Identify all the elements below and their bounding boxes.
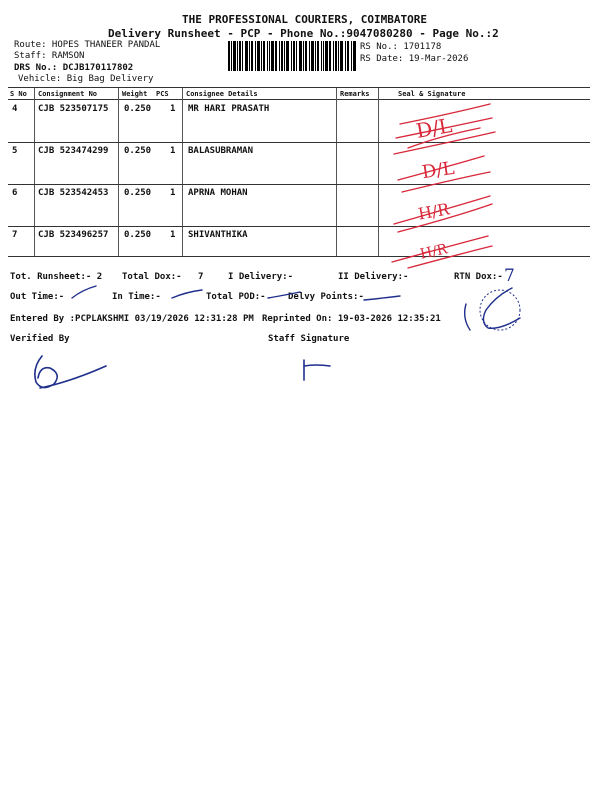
delvy-points: Delvy Points:- bbox=[288, 292, 364, 302]
col-remarks: Remarks bbox=[340, 90, 370, 98]
row-weight: 0.250 bbox=[124, 146, 152, 156]
row-weight: 0.250 bbox=[124, 230, 152, 240]
column-divider bbox=[182, 88, 183, 256]
row-4-delivery-mark: D/L bbox=[414, 113, 454, 143]
col-sno: S No bbox=[10, 90, 27, 98]
row-weight: 0.250 bbox=[124, 188, 152, 198]
i-delivery: I Delivery:- bbox=[228, 272, 294, 282]
runsheet-subtitle: Delivery Runsheet - PCP - Phone No.:9047080280 - Page No.:2 bbox=[108, 27, 499, 40]
column-divider bbox=[336, 88, 337, 256]
table-top-rule bbox=[8, 87, 590, 88]
route-label: Route: HOPES THANEER PANDAL bbox=[14, 40, 161, 50]
rtn-dox-label: RTN Dox:- bbox=[454, 272, 503, 282]
row-6-delivery-mark: H/R bbox=[416, 199, 451, 224]
staff-label: Staff: RAMSON bbox=[14, 51, 85, 61]
entered-by: Entered By :PCPLAKSHMI 03/19/2026 12:31:28 PM bbox=[10, 314, 254, 324]
total-pod: Total POD:- bbox=[206, 292, 266, 302]
row-consignment: CJB 523496257 bbox=[38, 230, 109, 240]
row-sno: 4 bbox=[12, 104, 18, 114]
row-consignee: SHIVANTHIKA bbox=[188, 230, 248, 240]
pen-strokes bbox=[0, 280, 600, 340]
row-consignment: CJB 523542453 bbox=[38, 188, 109, 198]
total-dox-label: Total Dox:- bbox=[122, 272, 182, 282]
total-dox-value: 7 bbox=[198, 272, 204, 282]
staff-signature bbox=[294, 356, 344, 386]
row-weight: 0.250 bbox=[124, 104, 152, 114]
handwritten-delivery-marks bbox=[380, 96, 592, 274]
staff-signature-label: Staff Signature bbox=[268, 334, 350, 344]
rtn-dox-value: 7 bbox=[504, 266, 515, 286]
barcode bbox=[228, 41, 356, 71]
col-pcs: PCS bbox=[156, 90, 169, 98]
tot-runsheet: Tot. Runsheet:- 2 bbox=[10, 272, 103, 282]
row-pcs: 1 bbox=[170, 104, 176, 114]
col-weight: Weight bbox=[122, 90, 148, 98]
ii-delivery: II Delivery:- bbox=[338, 272, 409, 282]
out-time: Out Time:- bbox=[10, 292, 65, 302]
col-consignee: Consignee Details bbox=[186, 90, 258, 98]
col-consignment: Consignment No bbox=[38, 90, 98, 98]
row-pcs: 1 bbox=[170, 230, 176, 240]
vehicle-label: Vehicle: Big Bag Delivery bbox=[18, 74, 154, 84]
row-pcs: 1 bbox=[170, 188, 176, 198]
row-consignee: MR HARI PRASATH bbox=[188, 104, 270, 114]
row-consignment: CJB 523507175 bbox=[38, 104, 109, 114]
rs-date: RS Date: 19-Mar-2026 bbox=[360, 54, 469, 64]
row-sno: 5 bbox=[12, 146, 18, 156]
drs-label: DRS No.: DCJB170117802 bbox=[14, 63, 134, 73]
row-consignment: CJB 523474299 bbox=[38, 146, 109, 156]
row-sno: 6 bbox=[12, 188, 18, 198]
row-5-delivery-mark: D/L bbox=[420, 157, 456, 184]
row-pcs: 1 bbox=[170, 146, 176, 156]
row-consignee: BALASUBRAMAN bbox=[188, 146, 254, 156]
column-divider bbox=[34, 88, 35, 256]
company-title: THE PROFESSIONAL COURIERS, COIMBATORE bbox=[182, 13, 428, 26]
reprinted-on: Reprinted On: 19-03-2026 12:35:21 bbox=[262, 314, 441, 324]
in-time: In Time:- bbox=[112, 292, 161, 302]
row-consignee: APRNA MOHAN bbox=[188, 188, 248, 198]
column-divider bbox=[378, 88, 379, 256]
verifier-signature bbox=[20, 348, 120, 408]
column-divider bbox=[118, 88, 119, 256]
row-7-delivery-mark: H/R bbox=[418, 241, 449, 263]
col-seal-signature: Seal & Signature bbox=[398, 90, 466, 98]
verified-by-label: Verified By bbox=[10, 334, 70, 344]
row-sno: 7 bbox=[12, 230, 18, 240]
rs-number: RS No.: 1701178 bbox=[360, 42, 442, 52]
